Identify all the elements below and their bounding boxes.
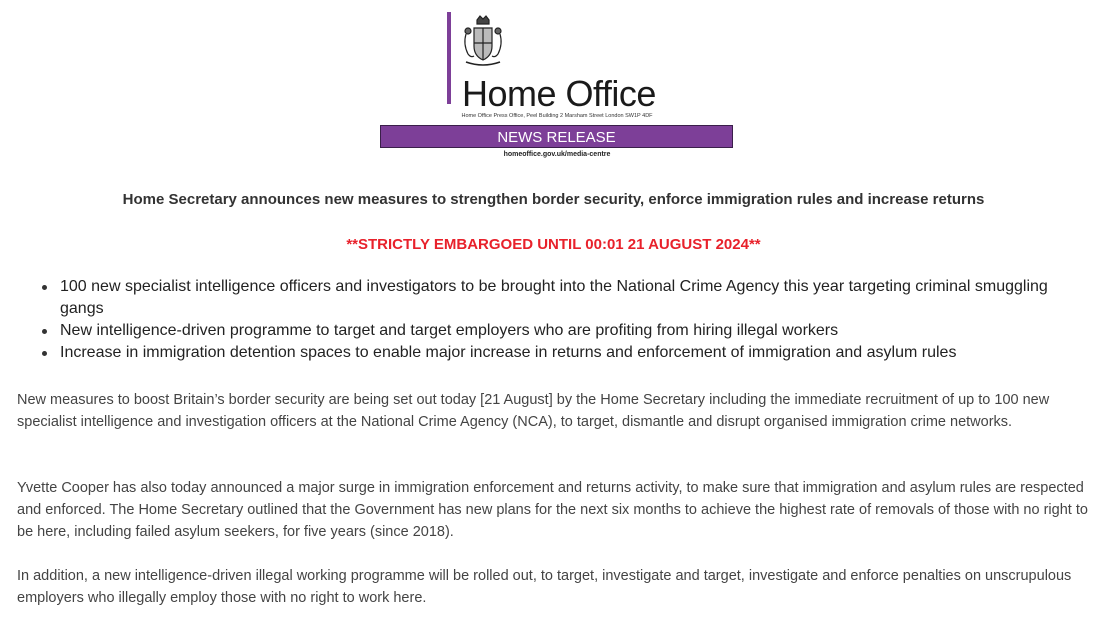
news-release-banner: NEWS RELEASE xyxy=(380,125,733,148)
press-release-header xyxy=(0,0,1107,160)
key-point-item: Increase in immigration detention spaces to enable major increase in returns and enforcement of immigration and asylum rules xyxy=(60,342,1090,364)
release-title: Home Secretary announces new measures to strengthen border security, enforce immigration rules and increase returns xyxy=(122,191,985,208)
royal-coat-of-arms-icon xyxy=(460,14,506,72)
body-paragraph: Yvette Cooper has also today announced a major surge in immigration enforcement and returns activity, to make sure that immigration and asylum rules are respected and enforced. The Home Secretary outlined that the Government has new plans for the next six months to achieve the highest rate of removals of those with no right to be here, including failed asylum seekers, for five years (since 2018). xyxy=(17,480,1088,540)
key-points-list xyxy=(60,276,1090,364)
body-paragraph: In addition, a new intelligence-driven illegal working programme will be rolled out, to target, investigate and target, investigate and enforce penalties on unscrupulous employers who illegally employ those with no right to work here. xyxy=(17,568,1072,606)
logo-accent-bar xyxy=(447,12,451,104)
key-point-item: New intelligence-driven programme to target and target employers who are profiting from hiring illegal workers xyxy=(60,320,1090,342)
body-paragraph: New measures to boost Britain’s border security are being set out today [21 August] by the Home Secretary including the immediate recruitment of up to 100 new specialist intelligence and investigation officers at the National Crime Agency (NCA), to target, dismantle and disrupt organised immigration crime networks. xyxy=(17,392,1050,430)
organisation-name: Home Office xyxy=(462,73,656,114)
media-centre-link[interactable]: homeoffice.gov.uk/media-centre xyxy=(503,151,611,158)
press-office-address: Home Office Press Office, Peel Building 2 Marsham Street London SW1P 4DF xyxy=(461,113,653,119)
key-point-item: 100 new specialist intelligence officers and investigators to be brought into the National Crime Agency this year targeting criminal smuggling gangs xyxy=(60,276,1090,320)
embargo-notice: **STRICTLY EMBARGOED UNTIL 00:01 21 AUGUST 2024** xyxy=(346,236,761,253)
